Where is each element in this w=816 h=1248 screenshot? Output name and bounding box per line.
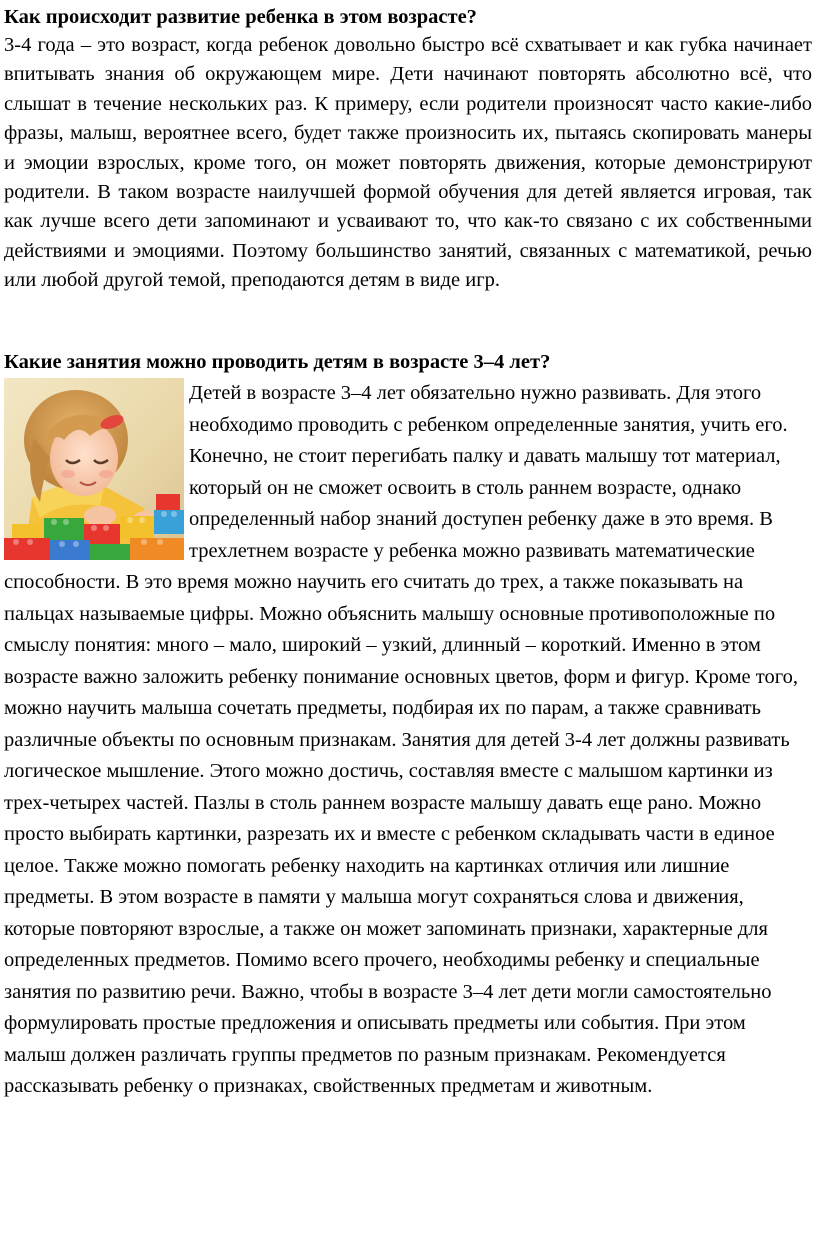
section-heading-development: Как происходит развитие ребенка в этом возрасте? <box>4 6 477 28</box>
child-with-toy-blocks-photo <box>4 378 184 560</box>
activities-block <box>4 378 812 1103</box>
section-heading-activities: Какие занятия можно проводить детям в возрасте 3–4 лет? <box>4 351 551 373</box>
paragraph-activities: Детей в возрасте 3–4 лет обязательно нужно развивать. Для этого необходимо проводить с ребенком определенные занятия, учить его. Конечно, не стоит перегибать палку и давать малышу тот материал, который он не сможет освоить в столь раннем возрасте, однако определенный набор знаний доступен ребенку даже в это время. В трехлетнем возрасте у ребенка можно развивать математические способности. В это время можно научить его считать до трех, а также показывать на пальцах называемые цифры. Можно объяснить малышу основные противоположные по смыслу понятия: много – мало, широкий – узкий, длинный – короткий. Именно в этом возрасте важно заложить ребенку понимание основных цветов, форм и фигур. Кроме того, можно научить малыша сочетать предметы, подбирая их по парам, а также сравнивать различные объекты по основным признакам. Занятия для детей 3-4 лет должны развивать логическое мышление. Этого можно достичь, составляя вместе с малышом картинки из трех-четырех частей. Пазлы в столь раннем возрасте малышу давать еще рано. Можно просто выбирать картинки, разрезать их и вместе с ребенком складывать части в единое целое. Также можно помогать ребенку находить на картинках отличия или лишние предметы. В этом возрасте в памяти у малыша могут сохраняться слова и движения, которые повторяют взрослые, а также он может запоминать признаки, характерные для определенных предметов. Помимо всего прочего, необходимы ребенку и специальные занятия по развитию речи. Важно, чтобы в возрасте 3–4 лет дети могли самостоятельно формулировать простые предложения и описывать предметы или события. При этом малыш должен различать группы предметов по разным признакам. Рекомендуется рассказывать ребенку о признаках, свойственных предметам и животным. <box>4 382 798 1097</box>
paragraph-development: 3-4 года – это возраст, когда ребенок довольно быстро всё схватывает и как губка начинает впитывать знания об окружающем мире. Дети начинают повторять абсолютно всё, что слышат в течение нескольких раз. К примеру, если родители произносят часто какие-либо фразы, малыш, вероятнее всего, будет также произносить их, пытаясь скопировать манеры и эмоции взрослых, кроме того, он может повторять движения, которые демонстрируют родители. В таком возрасте наилучшей формой обучения для детей является игровая, так как лучше всего дети запоминают и усваивают то, что как-то связано с их собственными действиями и эмоциями. Поэтому большинство занятий, связанных с математикой, речью или любой другой темой, преподаются детям в виде игр. <box>4 34 812 292</box>
